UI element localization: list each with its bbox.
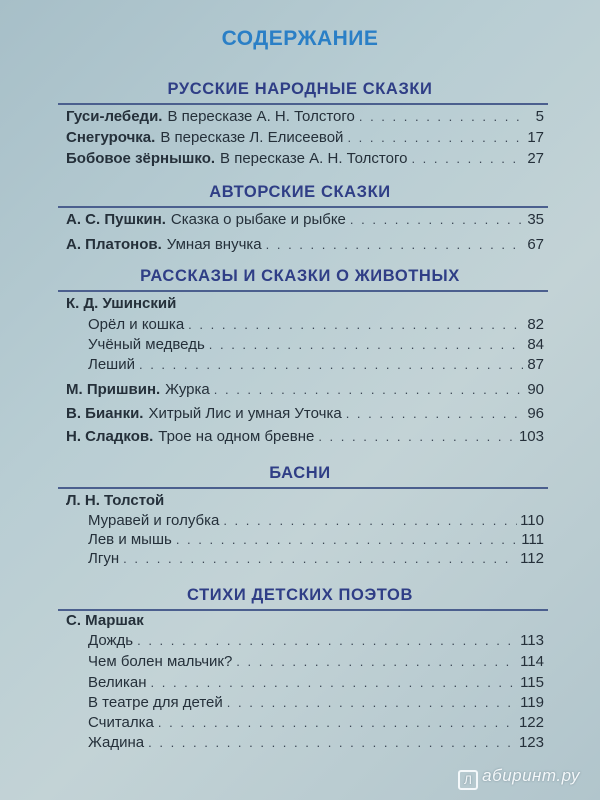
dot-leader <box>188 316 523 334</box>
entry-page: 113 <box>520 632 544 649</box>
entry-page: 111 <box>521 531 544 548</box>
entry-title: Сказка о рыбаке и рыбке <box>170 211 346 228</box>
entry-page: 96 <box>527 405 544 422</box>
entry-author: Н. Сладков. <box>66 428 154 445</box>
entry-page: 90 <box>527 381 544 398</box>
group-author: С. Маршак <box>66 612 144 629</box>
toc-entry <box>88 512 544 530</box>
entry-author: А. Платонов. <box>66 236 162 253</box>
toc-entry <box>88 531 544 549</box>
toc-entry <box>88 694 544 712</box>
group-author: К. Д. Ушинский <box>66 295 177 312</box>
entry-title: В театре для детей <box>88 694 223 711</box>
entry-title: В пересказе А. Н. Толстого <box>167 108 355 125</box>
dot-leader <box>151 674 518 692</box>
watermark-text: абиринт.ру <box>482 766 580 785</box>
entry-page: 103 <box>518 428 544 445</box>
section-divider <box>58 290 548 292</box>
entry-page: 122 <box>518 714 544 731</box>
dot-leader <box>411 150 523 168</box>
section-divider <box>58 206 548 208</box>
dot-leader <box>347 129 523 147</box>
entry-author: А. С. Пушкин. <box>66 211 166 228</box>
dot-leader <box>359 108 523 126</box>
entry-page: 67 <box>527 236 544 253</box>
toc-entry <box>88 336 544 354</box>
entry-title: Орёл и кошка <box>88 316 185 333</box>
entry-title: Великан <box>88 674 147 691</box>
entry-page: 115 <box>520 674 544 691</box>
entry-title: Чем болен мальчик? <box>88 653 233 670</box>
entry-title: Жадина <box>88 734 145 751</box>
entry-page: 84 <box>527 336 544 353</box>
dot-leader <box>223 512 517 530</box>
entry-page: 119 <box>520 694 544 711</box>
entry-page: 17 <box>527 129 544 146</box>
dot-leader <box>350 211 523 229</box>
section-title-poems: СТИХИ ДЕТСКИХ ПОЭТОВ <box>186 586 414 604</box>
entry-page: 110 <box>520 512 544 529</box>
entry-author: Гуси-лебеди. <box>66 108 163 125</box>
toc-entry <box>66 428 544 446</box>
toc-entry <box>66 236 544 254</box>
toc-entry <box>66 405 544 423</box>
toc-entry <box>88 674 544 692</box>
entry-title: В пересказе А. Н. Толстого <box>220 150 408 167</box>
toc-entry <box>88 316 544 334</box>
section-title-fables: БАСНИ <box>269 464 331 482</box>
entry-author: В. Бианки. <box>66 405 144 422</box>
entry-title: Лев и мышь <box>88 531 172 548</box>
entry-page: 114 <box>520 653 544 670</box>
dot-leader <box>209 336 523 354</box>
group-author: Л. Н. Толстой <box>66 492 165 509</box>
toc-entry <box>88 356 544 374</box>
entry-page: 82 <box>527 316 544 333</box>
entry-author: М. Пришвин. <box>66 381 161 398</box>
toc-entry <box>88 714 544 732</box>
entry-title: Считалка <box>88 714 154 731</box>
entry-title: Дождь <box>88 632 134 649</box>
toc-entry <box>88 632 544 650</box>
toc-entry <box>66 381 544 399</box>
entry-title: Лгун <box>88 550 120 567</box>
dot-leader <box>214 381 523 399</box>
section-divider <box>58 103 548 105</box>
dot-leader <box>123 550 517 568</box>
toc-entry <box>88 734 544 752</box>
dot-leader <box>227 694 517 712</box>
toc-entry <box>66 108 544 126</box>
section-divider <box>58 609 548 611</box>
entry-page: 35 <box>527 211 544 228</box>
section-divider <box>58 487 548 489</box>
toc-entry <box>66 150 544 168</box>
dot-leader <box>266 236 523 254</box>
entry-author: Снегурочка. <box>66 129 156 146</box>
entry-title: Хитрый Лис и умная Уточка <box>148 405 342 422</box>
entry-page: 112 <box>520 550 544 567</box>
entry-title: Учёный медведь <box>88 336 205 353</box>
dot-leader <box>176 531 518 549</box>
entry-page: 27 <box>527 150 544 167</box>
entry-title: Журка <box>165 381 210 398</box>
dot-leader <box>236 653 517 671</box>
dot-leader <box>139 356 523 374</box>
entry-title: Леший <box>88 356 135 373</box>
watermark <box>458 766 580 790</box>
entry-page: 87 <box>527 356 544 373</box>
section-title-animal-stories: РАССКАЗЫ И СКАЗКИ О ЖИВОТНЫХ <box>140 267 460 285</box>
entry-title: Муравей и голубка <box>88 512 220 529</box>
dot-leader <box>346 405 523 423</box>
toc-entry <box>88 550 544 568</box>
dot-leader <box>137 632 517 650</box>
toc-entry <box>88 653 544 671</box>
labirint-logo-icon: Л <box>458 770 478 790</box>
entry-title: В пересказе Л. Елисеевой <box>160 129 344 146</box>
entry-author: Бобовое зёрнышко. <box>66 150 216 167</box>
section-title-author-tales: АВТОРСКИЕ СКАЗКИ <box>209 183 391 201</box>
dot-leader <box>148 734 516 752</box>
entry-title: Трое на одном бревне <box>158 428 315 445</box>
entry-page: 5 <box>535 108 544 125</box>
dot-leader <box>318 428 516 446</box>
toc-entry <box>66 129 544 147</box>
dot-leader <box>158 714 516 732</box>
entry-title: Умная внучка <box>166 236 262 253</box>
toc-entry <box>66 211 544 229</box>
entry-page: 123 <box>518 734 544 751</box>
section-title-folk-tales: РУССКИЕ НАРОДНЫЕ СКАЗКИ <box>167 80 433 98</box>
page-title: СОДЕРЖАНИЕ <box>221 27 379 50</box>
